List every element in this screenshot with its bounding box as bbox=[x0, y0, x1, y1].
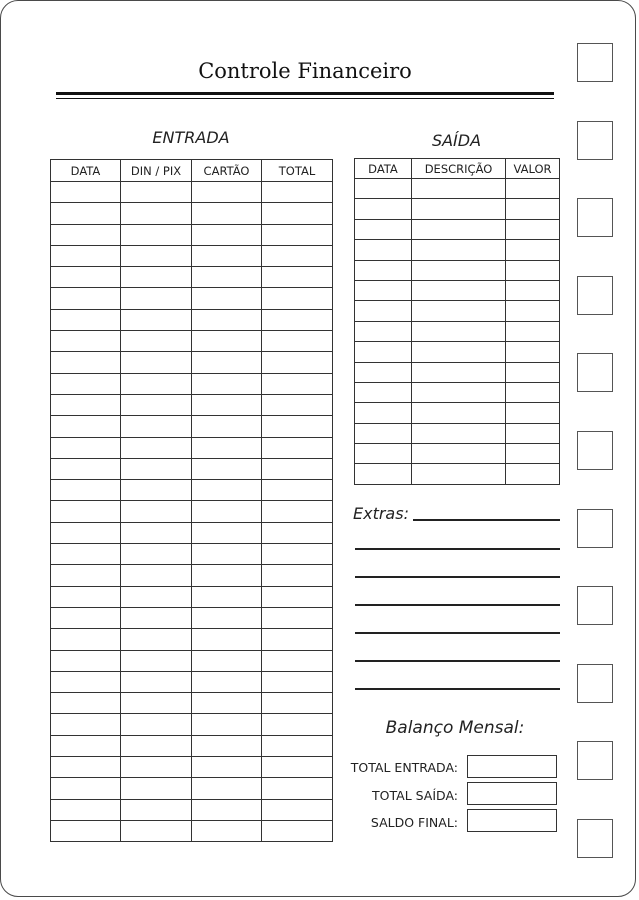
saida-row bbox=[355, 423, 560, 443]
saida-cell[interactable] bbox=[506, 403, 560, 423]
entrada-cell[interactable] bbox=[192, 373, 262, 394]
entrada-cell[interactable] bbox=[192, 735, 262, 756]
saida-col-data: DATA bbox=[355, 159, 412, 179]
entrada-cell[interactable] bbox=[192, 778, 262, 799]
entrada-cell[interactable] bbox=[192, 522, 262, 543]
entrada-cell[interactable] bbox=[192, 352, 262, 373]
entrada-cell[interactable] bbox=[192, 501, 262, 522]
entrada-row bbox=[51, 544, 333, 565]
entrada-cell[interactable] bbox=[51, 757, 121, 778]
entrada-cell[interactable] bbox=[192, 565, 262, 586]
entrada-cell[interactable] bbox=[51, 607, 121, 628]
entrada-cell[interactable] bbox=[192, 309, 262, 330]
entrada-cell[interactable] bbox=[121, 757, 192, 778]
entrada-cell[interactable] bbox=[262, 416, 333, 437]
entrada-cell[interactable] bbox=[51, 778, 121, 799]
entrada-col-data: DATA bbox=[51, 160, 121, 182]
saida-cell[interactable] bbox=[355, 179, 412, 199]
entrada-cell[interactable] bbox=[262, 203, 333, 224]
entrada-heading: ENTRADA bbox=[152, 128, 230, 147]
saida-cell[interactable] bbox=[355, 423, 412, 443]
entrada-cell[interactable] bbox=[121, 288, 192, 309]
extras-line[interactable] bbox=[355, 660, 560, 662]
saida-cell[interactable] bbox=[355, 321, 412, 341]
entrada-cell[interactable] bbox=[262, 224, 333, 245]
entrada-cell[interactable] bbox=[121, 799, 192, 820]
saida-cell[interactable] bbox=[412, 362, 506, 382]
entrada-cell[interactable] bbox=[121, 331, 192, 352]
saida-table bbox=[354, 158, 560, 485]
entrada-row bbox=[51, 373, 333, 394]
entrada-cell[interactable] bbox=[51, 629, 121, 650]
saida-cell[interactable] bbox=[506, 199, 560, 219]
entrada-cell[interactable] bbox=[121, 778, 192, 799]
saida-row bbox=[355, 219, 560, 239]
entrada-cell[interactable] bbox=[51, 820, 121, 841]
entrada-cell[interactable] bbox=[262, 820, 333, 841]
entrada-cell[interactable] bbox=[121, 650, 192, 671]
entrada-cell[interactable] bbox=[192, 224, 262, 245]
total-entrada-label: TOTAL ENTRADA: bbox=[350, 760, 458, 775]
saida-cell[interactable] bbox=[506, 321, 560, 341]
entrada-col-cartao: CARTÃO bbox=[192, 160, 262, 182]
entrada-cell[interactable] bbox=[51, 437, 121, 458]
saida-cell[interactable] bbox=[355, 403, 412, 423]
entrada-row bbox=[51, 309, 333, 330]
entrada-cell[interactable] bbox=[121, 437, 192, 458]
entrada-cell[interactable] bbox=[51, 586, 121, 607]
entrada-cell[interactable] bbox=[192, 331, 262, 352]
entrada-cell[interactable] bbox=[192, 203, 262, 224]
entrada-cell[interactable] bbox=[192, 693, 262, 714]
entrada-cell[interactable] bbox=[192, 607, 262, 628]
entrada-cell[interactable] bbox=[262, 544, 333, 565]
entrada-cell[interactable] bbox=[262, 331, 333, 352]
saida-cell[interactable] bbox=[412, 423, 506, 443]
saida-heading: SAÍDA bbox=[431, 131, 482, 150]
entrada-cell[interactable] bbox=[51, 671, 121, 692]
entrada-cell[interactable] bbox=[262, 735, 333, 756]
entrada-row bbox=[51, 820, 333, 841]
saida-row bbox=[355, 321, 560, 341]
saida-col-valor: VALOR bbox=[506, 159, 560, 179]
entrada-cell[interactable] bbox=[51, 373, 121, 394]
entrada-row bbox=[51, 629, 333, 650]
saida-cell[interactable] bbox=[355, 280, 412, 300]
saida-cell[interactable] bbox=[412, 444, 506, 464]
entrada-cell[interactable] bbox=[51, 416, 121, 437]
side-checkbox[interactable] bbox=[577, 586, 613, 625]
entrada-cell[interactable] bbox=[51, 224, 121, 245]
entrada-row bbox=[51, 416, 333, 437]
saida-cell[interactable] bbox=[355, 382, 412, 402]
entrada-cell[interactable] bbox=[262, 778, 333, 799]
entrada-cell[interactable] bbox=[121, 309, 192, 330]
entrada-cell[interactable] bbox=[121, 693, 192, 714]
entrada-cell[interactable] bbox=[262, 501, 333, 522]
saida-cell[interactable] bbox=[412, 403, 506, 423]
entrada-cell[interactable] bbox=[121, 586, 192, 607]
entrada-row bbox=[51, 799, 333, 820]
entrada-cell[interactable] bbox=[121, 522, 192, 543]
extras-line[interactable] bbox=[355, 688, 560, 690]
entrada-cell[interactable] bbox=[192, 437, 262, 458]
saida-row bbox=[355, 199, 560, 219]
saida-cell[interactable] bbox=[355, 464, 412, 484]
side-checkbox[interactable] bbox=[577, 43, 613, 82]
entrada-cell[interactable] bbox=[121, 245, 192, 266]
side-checkbox[interactable] bbox=[577, 198, 613, 237]
saida-cell[interactable] bbox=[506, 362, 560, 382]
entrada-row bbox=[51, 735, 333, 756]
saida-cell[interactable] bbox=[412, 464, 506, 484]
side-checkbox[interactable] bbox=[577, 664, 613, 703]
saida-cell[interactable] bbox=[412, 199, 506, 219]
entrada-cell[interactable] bbox=[51, 522, 121, 543]
entrada-cell[interactable] bbox=[192, 458, 262, 479]
total-entrada-box[interactable] bbox=[467, 755, 557, 778]
extras-line[interactable] bbox=[355, 576, 560, 578]
entrada-cell[interactable] bbox=[51, 288, 121, 309]
entrada-cell[interactable] bbox=[192, 650, 262, 671]
saida-row bbox=[355, 179, 560, 199]
saida-cell[interactable] bbox=[412, 219, 506, 239]
entrada-row bbox=[51, 458, 333, 479]
saida-cell[interactable] bbox=[506, 280, 560, 300]
saida-cell[interactable] bbox=[355, 260, 412, 280]
entrada-row bbox=[51, 565, 333, 586]
entrada-row bbox=[51, 778, 333, 799]
saida-row bbox=[355, 301, 560, 321]
entrada-cell[interactable] bbox=[121, 352, 192, 373]
side-checkbox[interactable] bbox=[577, 353, 613, 392]
entrada-cell[interactable] bbox=[121, 629, 192, 650]
entrada-cell[interactable] bbox=[192, 671, 262, 692]
saida-cell[interactable] bbox=[412, 260, 506, 280]
saida-cell[interactable] bbox=[355, 301, 412, 321]
entrada-cell[interactable] bbox=[262, 607, 333, 628]
entrada-row bbox=[51, 501, 333, 522]
title-divider-thin bbox=[56, 98, 554, 99]
entrada-row bbox=[51, 480, 333, 501]
entrada-cell[interactable] bbox=[51, 309, 121, 330]
entrada-row bbox=[51, 522, 333, 543]
side-checkbox[interactable] bbox=[577, 121, 613, 160]
entrada-cell[interactable] bbox=[262, 671, 333, 692]
entrada-row bbox=[51, 650, 333, 671]
saida-cell[interactable] bbox=[355, 362, 412, 382]
side-checkbox[interactable] bbox=[577, 276, 613, 315]
saida-cell[interactable] bbox=[506, 342, 560, 362]
entrada-cell[interactable] bbox=[262, 352, 333, 373]
entrada-cell[interactable] bbox=[262, 182, 333, 203]
entrada-cell[interactable] bbox=[192, 267, 262, 288]
saida-row bbox=[355, 342, 560, 362]
entrada-cell[interactable] bbox=[51, 394, 121, 415]
entrada-cell[interactable] bbox=[192, 544, 262, 565]
saida-row bbox=[355, 240, 560, 260]
saida-cell[interactable] bbox=[506, 260, 560, 280]
entrada-cell[interactable] bbox=[121, 671, 192, 692]
entrada-table bbox=[50, 159, 333, 842]
entrada-row bbox=[51, 182, 333, 203]
saida-cell[interactable] bbox=[412, 280, 506, 300]
entrada-cell[interactable] bbox=[262, 522, 333, 543]
entrada-header-row bbox=[51, 160, 333, 182]
saida-cell[interactable] bbox=[506, 240, 560, 260]
saida-cell[interactable] bbox=[506, 423, 560, 443]
entrada-cell[interactable] bbox=[121, 416, 192, 437]
entrada-cell[interactable] bbox=[192, 480, 262, 501]
entrada-cell[interactable] bbox=[121, 480, 192, 501]
entrada-cell[interactable] bbox=[262, 288, 333, 309]
entrada-cell[interactable] bbox=[51, 565, 121, 586]
entrada-cell[interactable] bbox=[192, 182, 262, 203]
entrada-cell[interactable] bbox=[121, 182, 192, 203]
saida-cell[interactable] bbox=[506, 382, 560, 402]
entrada-cell[interactable] bbox=[51, 352, 121, 373]
entrada-cell[interactable] bbox=[51, 331, 121, 352]
entrada-cell[interactable] bbox=[51, 735, 121, 756]
entrada-cell[interactable] bbox=[262, 586, 333, 607]
entrada-row bbox=[51, 394, 333, 415]
entrada-cell[interactable] bbox=[51, 650, 121, 671]
entrada-row bbox=[51, 224, 333, 245]
saida-cell[interactable] bbox=[355, 240, 412, 260]
saida-row bbox=[355, 464, 560, 484]
entrada-cell[interactable] bbox=[192, 288, 262, 309]
balanco-heading: Balanço Mensal: bbox=[385, 718, 525, 738]
entrada-cell[interactable] bbox=[51, 693, 121, 714]
entrada-row bbox=[51, 586, 333, 607]
saida-cell[interactable] bbox=[412, 240, 506, 260]
entrada-cell[interactable] bbox=[121, 458, 192, 479]
saida-cell[interactable] bbox=[355, 219, 412, 239]
entrada-cell[interactable] bbox=[262, 267, 333, 288]
entrada-row bbox=[51, 288, 333, 309]
entrada-cell[interactable] bbox=[262, 309, 333, 330]
extras-line[interactable] bbox=[355, 632, 560, 634]
entrada-cell[interactable] bbox=[262, 693, 333, 714]
extras-line[interactable] bbox=[413, 519, 560, 521]
entrada-col-din-pix: DIN / PIX bbox=[121, 160, 192, 182]
extras-line[interactable] bbox=[355, 548, 560, 550]
saida-cell[interactable] bbox=[412, 382, 506, 402]
saida-row bbox=[355, 403, 560, 423]
saida-cell[interactable] bbox=[355, 199, 412, 219]
extras-label: Extras: bbox=[353, 504, 409, 523]
total-saida-label: TOTAL SAÍDA: bbox=[372, 788, 458, 803]
entrada-cell[interactable] bbox=[51, 501, 121, 522]
saida-cell[interactable] bbox=[412, 179, 506, 199]
saida-row bbox=[355, 260, 560, 280]
saida-row bbox=[355, 444, 560, 464]
entrada-cell[interactable] bbox=[262, 394, 333, 415]
saida-cell[interactable] bbox=[506, 219, 560, 239]
saida-cell[interactable] bbox=[506, 301, 560, 321]
saida-cell[interactable] bbox=[506, 464, 560, 484]
entrada-cell[interactable] bbox=[192, 416, 262, 437]
entrada-cell[interactable] bbox=[262, 437, 333, 458]
entrada-row bbox=[51, 671, 333, 692]
entrada-cell[interactable] bbox=[51, 245, 121, 266]
entrada-cell[interactable] bbox=[192, 820, 262, 841]
saida-col-descricao: DESCRIÇÃO bbox=[412, 159, 506, 179]
saida-row bbox=[355, 362, 560, 382]
entrada-cell[interactable] bbox=[121, 820, 192, 841]
entrada-row bbox=[51, 607, 333, 628]
saida-cell[interactable] bbox=[506, 444, 560, 464]
entrada-cell[interactable] bbox=[262, 245, 333, 266]
entrada-cell[interactable] bbox=[192, 629, 262, 650]
entrada-cell[interactable] bbox=[51, 799, 121, 820]
saida-cell[interactable] bbox=[355, 444, 412, 464]
entrada-row bbox=[51, 352, 333, 373]
saida-cell[interactable] bbox=[355, 342, 412, 362]
entrada-cell[interactable] bbox=[51, 714, 121, 735]
entrada-cell[interactable] bbox=[121, 501, 192, 522]
entrada-cell[interactable] bbox=[51, 203, 121, 224]
entrada-row bbox=[51, 757, 333, 778]
entrada-cell[interactable] bbox=[262, 373, 333, 394]
saida-cell[interactable] bbox=[412, 321, 506, 341]
entrada-row bbox=[51, 714, 333, 735]
page-title: Controle Financeiro bbox=[198, 59, 412, 83]
entrada-cell[interactable] bbox=[121, 735, 192, 756]
entrada-row bbox=[51, 437, 333, 458]
entrada-cell[interactable] bbox=[192, 245, 262, 266]
entrada-cell[interactable] bbox=[121, 203, 192, 224]
saldo-final-label: SALDO FINAL: bbox=[370, 815, 458, 830]
entrada-cell[interactable] bbox=[51, 544, 121, 565]
saida-row bbox=[355, 382, 560, 402]
entrada-cell[interactable] bbox=[192, 586, 262, 607]
saida-header-row bbox=[355, 159, 560, 179]
entrada-row bbox=[51, 267, 333, 288]
entrada-cell[interactable] bbox=[262, 629, 333, 650]
entrada-cell[interactable] bbox=[262, 799, 333, 820]
entrada-cell[interactable] bbox=[262, 458, 333, 479]
side-checkbox[interactable] bbox=[577, 431, 613, 470]
saida-cell[interactable] bbox=[412, 301, 506, 321]
saida-row bbox=[355, 280, 560, 300]
side-checkbox[interactable] bbox=[577, 819, 613, 858]
entrada-cell[interactable] bbox=[192, 757, 262, 778]
entrada-cell[interactable] bbox=[192, 799, 262, 820]
side-checkbox[interactable] bbox=[577, 509, 613, 548]
entrada-cell[interactable] bbox=[121, 607, 192, 628]
entrada-cell[interactable] bbox=[262, 565, 333, 586]
entrada-row bbox=[51, 245, 333, 266]
entrada-cell[interactable] bbox=[51, 458, 121, 479]
saldo-final-box[interactable] bbox=[467, 809, 557, 832]
side-checkbox[interactable] bbox=[577, 741, 613, 780]
entrada-cell[interactable] bbox=[51, 267, 121, 288]
entrada-cell[interactable] bbox=[121, 267, 192, 288]
entrada-cell[interactable] bbox=[262, 714, 333, 735]
entrada-cell[interactable] bbox=[121, 224, 192, 245]
saida-cell[interactable] bbox=[506, 179, 560, 199]
entrada-cell[interactable] bbox=[262, 480, 333, 501]
entrada-cell[interactable] bbox=[192, 394, 262, 415]
saida-cell[interactable] bbox=[412, 342, 506, 362]
entrada-row bbox=[51, 203, 333, 224]
entrada-cell[interactable] bbox=[262, 757, 333, 778]
entrada-row bbox=[51, 331, 333, 352]
total-saida-box[interactable] bbox=[467, 782, 557, 805]
entrada-cell[interactable] bbox=[51, 480, 121, 501]
entrada-cell[interactable] bbox=[262, 650, 333, 671]
extras-line[interactable] bbox=[355, 604, 560, 606]
entrada-cell[interactable] bbox=[121, 544, 192, 565]
entrada-cell[interactable] bbox=[121, 373, 192, 394]
entrada-cell[interactable] bbox=[192, 714, 262, 735]
title-divider-thick bbox=[56, 92, 554, 95]
entrada-col-total: TOTAL bbox=[262, 160, 333, 182]
entrada-cell[interactable] bbox=[51, 182, 121, 203]
entrada-row bbox=[51, 693, 333, 714]
entrada-cell[interactable] bbox=[121, 565, 192, 586]
entrada-cell[interactable] bbox=[121, 714, 192, 735]
entrada-cell[interactable] bbox=[121, 394, 192, 415]
